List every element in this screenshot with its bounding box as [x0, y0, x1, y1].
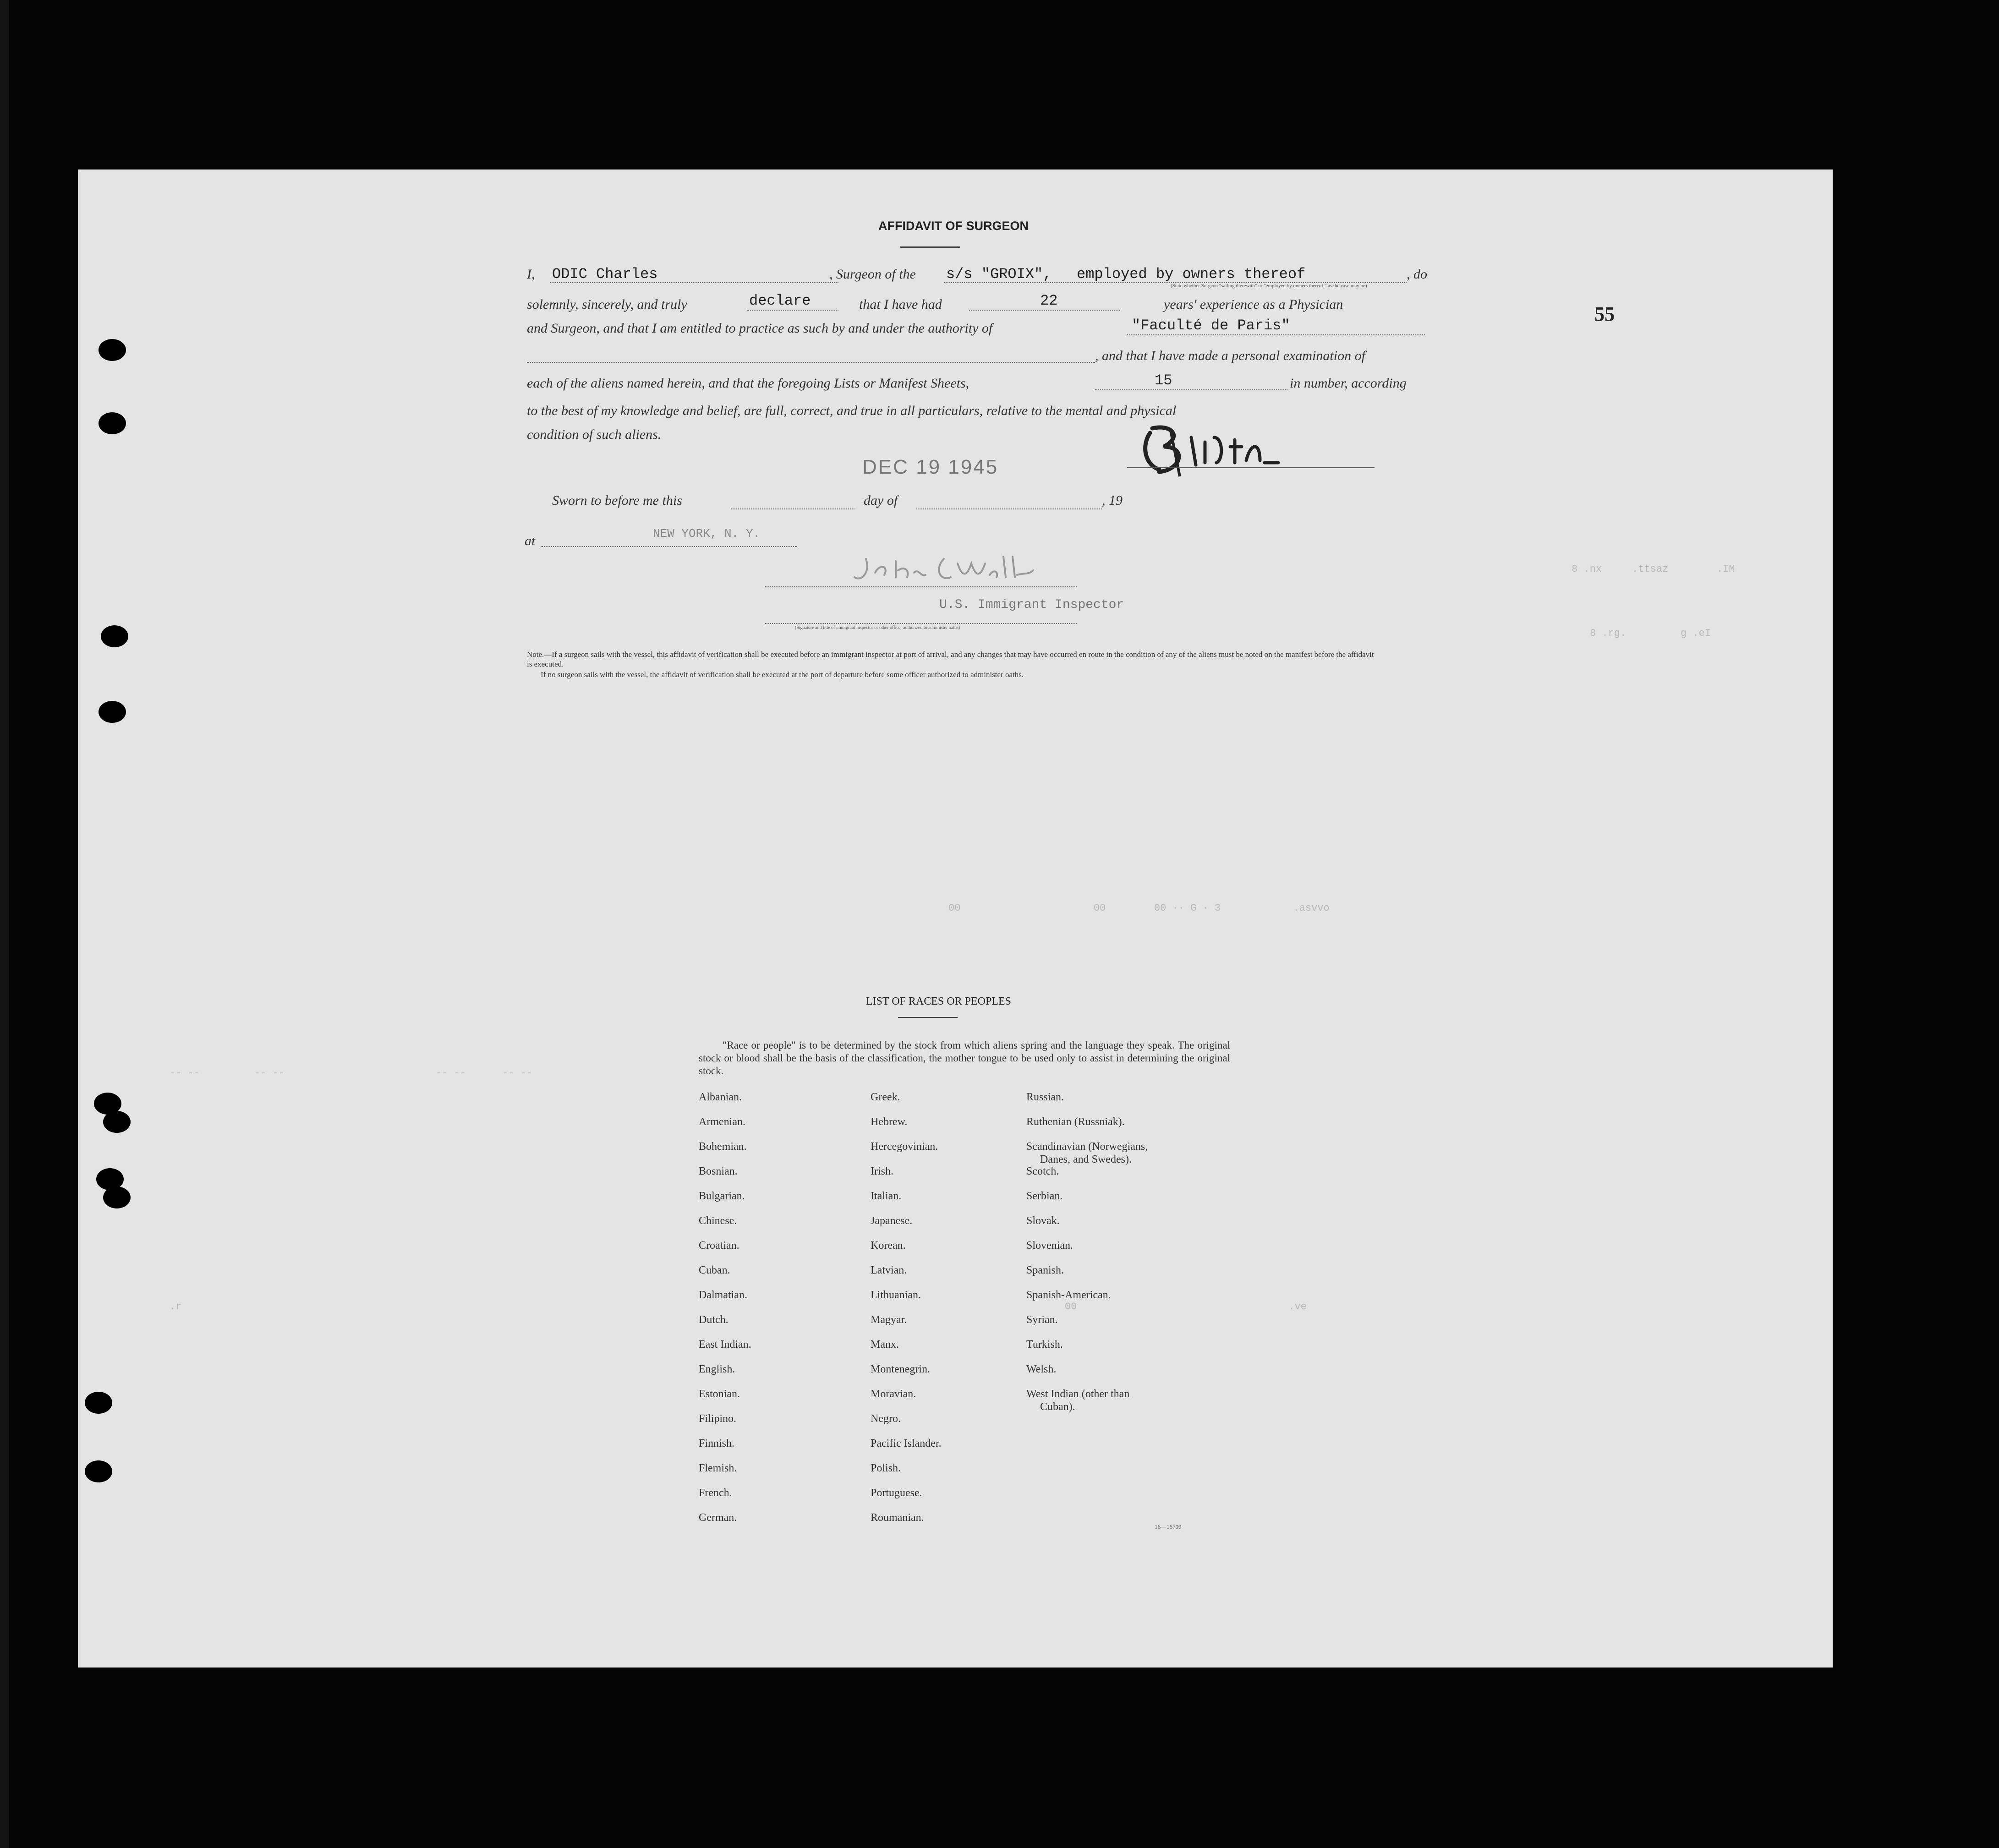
race-item: Cuban). [1040, 1401, 1075, 1413]
race-item: Hebrew. [871, 1116, 908, 1128]
race-item: Pacific Islander. [871, 1438, 942, 1449]
text-solemnly: solemnly, sincerely, and truly [527, 297, 687, 312]
race-item: Scotch. [1026, 1165, 1059, 1177]
text-best-knowledge: to the best of my knowledge and belief, are full, correct, and true in all particulars, relative to the mental and physical [527, 403, 1177, 418]
punch-hole [103, 1186, 131, 1208]
race-item: English. [699, 1363, 735, 1375]
race-item: Korean. [871, 1240, 906, 1252]
race-item: Ruthenian (Russniak). [1026, 1116, 1125, 1128]
signature-line [1127, 467, 1375, 468]
text-in-number: in number, according [1290, 376, 1407, 391]
race-item: Turkish. [1026, 1339, 1063, 1350]
race-item: East Indian. [699, 1339, 751, 1350]
bleed-through-text: .r 00 .ve [170, 1301, 1307, 1312]
race-item: Bohemian. [699, 1141, 747, 1153]
text-day-of: day of [864, 493, 898, 508]
punch-hole [99, 701, 126, 723]
race-item: Portuguese. [871, 1487, 922, 1499]
blank-line [747, 310, 838, 311]
employment-note: (State whether Surgeon "sailing therewith" or "employed by owners thereof," as the case may be) [1171, 283, 1367, 289]
bleed-through-text: -- -- -- -- -- -- -- -- [170, 1067, 533, 1079]
race-item: Armenian. [699, 1116, 745, 1128]
race-item: Welsh. [1026, 1363, 1057, 1375]
race-item: French. [699, 1487, 732, 1499]
manifest-page [78, 169, 1833, 1668]
race-item: Scandinavian (Norwegians, [1026, 1141, 1148, 1153]
race-item: Croatian. [699, 1240, 739, 1252]
punch-hole [99, 339, 126, 361]
authority: "Faculté de Paris" [1132, 317, 1290, 334]
race-item: Finnish. [699, 1438, 735, 1449]
blank-line [550, 282, 838, 283]
punch-hole [103, 1111, 131, 1133]
bleed-through-text: 8 .rg. g .eI [1590, 628, 1711, 639]
text-examination: , and that I have made a personal examination of [1095, 348, 1365, 363]
inspector-signature [852, 550, 1045, 586]
blank-line [916, 508, 1102, 509]
sworn-place: NEW YORK, N. Y. [653, 527, 761, 541]
race-item: Italian. [871, 1190, 902, 1202]
race-item: Chinese. [699, 1215, 737, 1227]
race-item: Danes, and Swedes). [1040, 1154, 1132, 1165]
title-underline [900, 246, 960, 248]
inspector-title: U.S. Immigrant Inspector [939, 598, 1124, 612]
race-item: Filipino. [699, 1413, 737, 1425]
blank-line [1127, 334, 1425, 335]
race-item: Japanese. [871, 1215, 913, 1227]
punch-hole [99, 412, 126, 434]
employment: employed by owners thereof [1077, 266, 1306, 283]
race-item: Hercegovinian. [871, 1141, 938, 1153]
race-item: Magyar. [871, 1314, 907, 1326]
race-item: Serbian. [1026, 1190, 1063, 1202]
form-number: 16—16709 [1155, 1523, 1182, 1530]
race-item: Bulgarian. [699, 1190, 745, 1202]
race-item: Estonian. [699, 1388, 740, 1400]
surgeon-signature [1132, 419, 1297, 483]
years-experience: 22 [1040, 292, 1058, 309]
text-and-surgeon: and Surgeon, and that I am entitled to practice as such by and under the authority of [527, 321, 993, 336]
race-item: Polish. [871, 1462, 901, 1474]
race-item: Bosnian. [699, 1165, 738, 1177]
race-item: Dutch. [699, 1314, 728, 1326]
date-stamp: DEC 19 1945 [862, 456, 999, 478]
blank-line [765, 623, 1077, 624]
race-item: Russian. [1026, 1091, 1064, 1103]
blank-line [1095, 389, 1287, 390]
bleed-through-text: 8 .nx .ttsaz .IM [1572, 563, 1735, 575]
race-item: Flemish. [699, 1462, 737, 1474]
page-number: 55 [1594, 303, 1615, 325]
punch-hole [85, 1460, 112, 1482]
affidavit-title: AFFIDAVIT OF SURGEON [878, 219, 1029, 233]
race-item: Roumanian. [871, 1512, 924, 1524]
vessel-name: s/s "GROIX", [946, 266, 1052, 283]
race-item: Slovenian. [1026, 1240, 1073, 1252]
race-item: Slovak. [1026, 1215, 1060, 1227]
race-item: Dalmatian. [699, 1289, 747, 1301]
race-item: Spanish. [1026, 1264, 1064, 1276]
punch-hole [101, 625, 128, 647]
blank-line [765, 586, 1077, 587]
manifest-sheet-count: 15 [1155, 372, 1172, 389]
note-surgeon-sails: Note.—If a surgeon sails with the vessel, this affidavit of verification shall be executed before an immigrant inspector at port of arrival, and any changes that may have occurred en route in the condition of any of the aliens must be noted on the manifest before the affidavit is executed. [527, 650, 1374, 668]
race-item: Montenegrin. [871, 1363, 930, 1375]
race-item: Moravian. [871, 1388, 916, 1400]
blank-line [969, 310, 1120, 311]
races-title: LIST OF RACES OR PEOPLES [866, 995, 1011, 1007]
race-item: Negro. [871, 1413, 901, 1425]
text-sworn: Sworn to before me this [552, 493, 682, 508]
text-each-alien: each of the aliens named herein, and that the foregoing Lists or Manifest Sheets, [527, 376, 969, 391]
declaration: declare [749, 292, 811, 309]
bleed-through-text: 00 00 00 ·· G · 3 .asvvo [948, 902, 1330, 914]
races-intro: "Race or people" is to be determined by the stock from which aliens spring and the language they speak. The original stock or blood shall be the basis of the classification, the mother tongue to be used only to assist in determining the original stock. [699, 1039, 1230, 1077]
text-at: at [525, 533, 536, 548]
text-i: I, [527, 267, 535, 282]
race-item: Syrian. [1026, 1314, 1058, 1326]
surgeon-name: ODIC Charles [552, 266, 658, 283]
race-item: Cuban. [699, 1264, 730, 1276]
blank-line [527, 362, 1095, 363]
punch-hole [85, 1392, 112, 1414]
signature-caption: (Signature and title of immigrant inspector or other officer authorized to administer oaths) [795, 625, 960, 630]
blank-line [541, 546, 797, 547]
races-title-underline [898, 1017, 958, 1018]
race-item: Irish. [871, 1165, 893, 1177]
race-item: Greek. [871, 1091, 900, 1103]
text-experience: years' experience as a Physician [1164, 297, 1343, 312]
race-item: Lithuanian. [871, 1289, 921, 1301]
left-film-edge [0, 0, 9, 1848]
race-item: Manx. [871, 1339, 899, 1350]
text-surgeon-of: , Surgeon of the [829, 267, 916, 282]
text-have-had: that I have had [859, 297, 942, 312]
race-item: Albanian. [699, 1091, 742, 1103]
race-item: Latvian. [871, 1264, 907, 1276]
text-do: , do [1407, 267, 1427, 282]
race-item: West Indian (other than [1026, 1388, 1130, 1400]
text-year: , 19 [1102, 493, 1123, 508]
race-item: German. [699, 1512, 737, 1524]
race-item: Spanish-American. [1026, 1289, 1111, 1301]
text-condition: condition of such aliens. [527, 427, 662, 442]
note-no-surgeon: If no surgeon sails with the vessel, the affidavit of verification shall be executed at the port of departure before some officer authorized to administer oaths. [541, 670, 1024, 679]
blank-line [731, 508, 854, 509]
